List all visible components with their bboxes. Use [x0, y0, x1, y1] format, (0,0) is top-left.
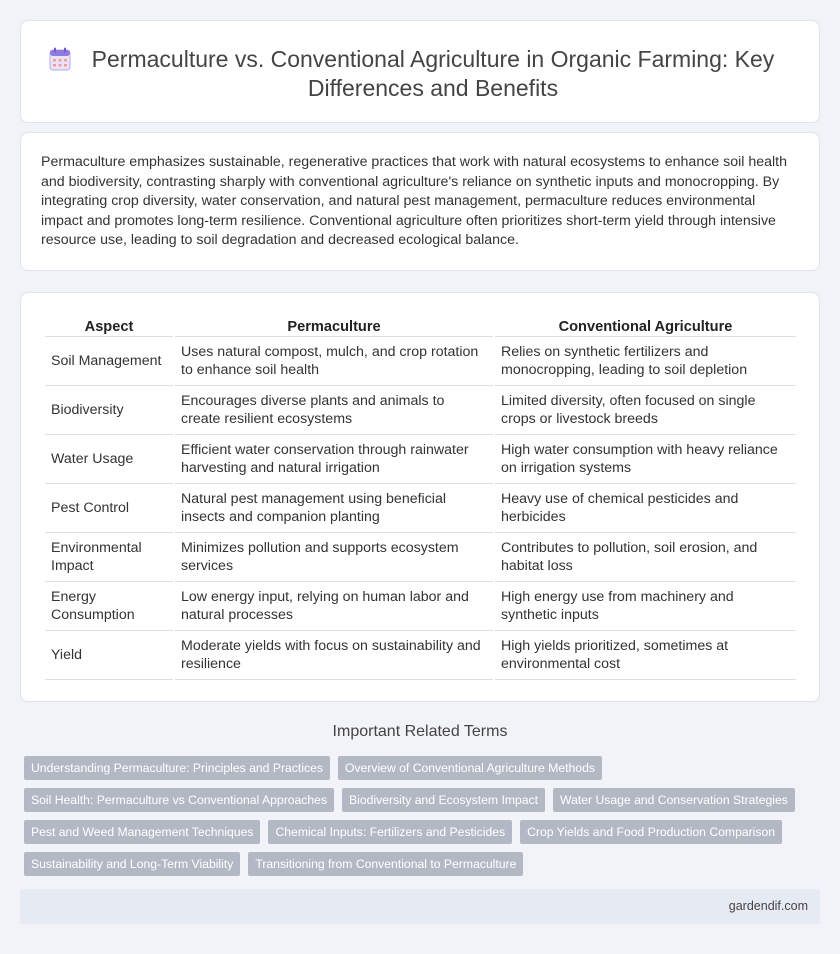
related-term-link[interactable]: Sustainability and Long-Term Viability	[24, 852, 240, 876]
related-term-link[interactable]: Crop Yields and Food Production Comparison	[520, 820, 782, 844]
permaculture-cell: Low energy input, relying on human labor and natural processes	[175, 582, 493, 631]
table-row	[45, 533, 796, 582]
related-term-link[interactable]: Transitioning from Conventional to Permaculture	[248, 852, 523, 876]
table-row	[45, 337, 796, 386]
aspect-cell: Soil Management	[45, 337, 173, 386]
conventional-cell: Relies on synthetic fertilizers and monocropping, leading to soil depletion	[495, 337, 796, 386]
header-aspect: Aspect	[45, 315, 173, 337]
comparison-card	[20, 292, 820, 702]
footer	[20, 889, 820, 924]
related-terms-title: Important Related Terms	[332, 723, 508, 740]
aspect-cell: Pest Control	[45, 484, 173, 533]
footer-site: gardendif.com	[728, 899, 808, 913]
header-permaculture: Permaculture	[175, 315, 493, 337]
table-row	[45, 631, 796, 680]
conventional-cell: High yields prioritized, sometimes at environmental cost	[495, 631, 796, 680]
permaculture-cell: Minimizes pollution and supports ecosystem services	[175, 533, 493, 582]
related-term-link[interactable]: Understanding Permaculture: Principles and Practices	[24, 756, 330, 780]
conventional-cell: High energy use from machinery and synthetic inputs	[495, 582, 796, 631]
related-term-link[interactable]: Water Usage and Conservation Strategies	[553, 788, 795, 812]
page-title: Permaculture vs. Conventional Agriculture in Organic Farming: Key Differences and Benefits	[91, 46, 775, 101]
comparison-table	[43, 315, 798, 680]
aspect-cell: Environmental Impact	[45, 533, 173, 582]
related-term-link[interactable]: Overview of Conventional Agriculture Methods	[338, 756, 602, 780]
permaculture-cell: Uses natural compost, mulch, and crop rotation to enhance soil health	[175, 337, 493, 386]
table-row	[45, 582, 796, 631]
related-term-link[interactable]: Soil Health: Permaculture vs Conventional Approaches	[24, 788, 334, 812]
related-term-link[interactable]: Biodiversity and Ecosystem Impact	[342, 788, 545, 812]
conventional-cell: Contributes to pollution, soil erosion, and habitat loss	[495, 533, 796, 582]
conventional-cell: Heavy use of chemical pesticides and herbicides	[495, 484, 796, 533]
table-row	[45, 435, 796, 484]
conventional-cell: High water consumption with heavy reliance on irrigation systems	[495, 435, 796, 484]
related-term-link[interactable]: Pest and Weed Management Techniques	[24, 820, 260, 844]
header-conventional: Conventional Agriculture	[495, 315, 796, 337]
title-card	[20, 20, 820, 123]
related-term-link[interactable]: Chemical Inputs: Fertilizers and Pesticides	[268, 820, 512, 844]
intro-paragraph: Permaculture emphasizes sustainable, regenerative practices that work with natural ecosystems to enhance soil health and biodiversity, contrasting sharply with conventional agriculture's reliance on synthetic inputs and monocropping. By integrating crop diversity, water conservation, and natural pest management, permaculture reduces environmental impact and promotes long-term resilience. Conventional agriculture often prioritizes short-term yield through intensive resource use, leading to soil degradation and decreased ecological balance.	[41, 154, 788, 249]
aspect-cell: Biodiversity	[45, 386, 173, 435]
conventional-cell: Limited diversity, often focused on single crops or livestock breeds	[495, 386, 796, 435]
permaculture-cell: Encourages diverse plants and animals to create resilient ecosystems	[175, 386, 493, 435]
aspect-cell: Energy Consumption	[45, 582, 173, 631]
table-row	[45, 386, 796, 435]
table-header-row	[45, 315, 796, 337]
table-row	[45, 484, 796, 533]
permaculture-cell: Moderate yields with focus on sustainability and resilience	[175, 631, 493, 680]
permaculture-cell: Natural pest management using beneficial insects and companion planting	[175, 484, 493, 533]
aspect-cell: Water Usage	[45, 435, 173, 484]
permaculture-cell: Efficient water conservation through rainwater harvesting and natural irrigation	[175, 435, 493, 484]
related-terms-list	[24, 756, 804, 876]
aspect-cell: Yield	[45, 631, 173, 680]
intro-card	[20, 132, 820, 271]
table-body	[45, 337, 796, 680]
